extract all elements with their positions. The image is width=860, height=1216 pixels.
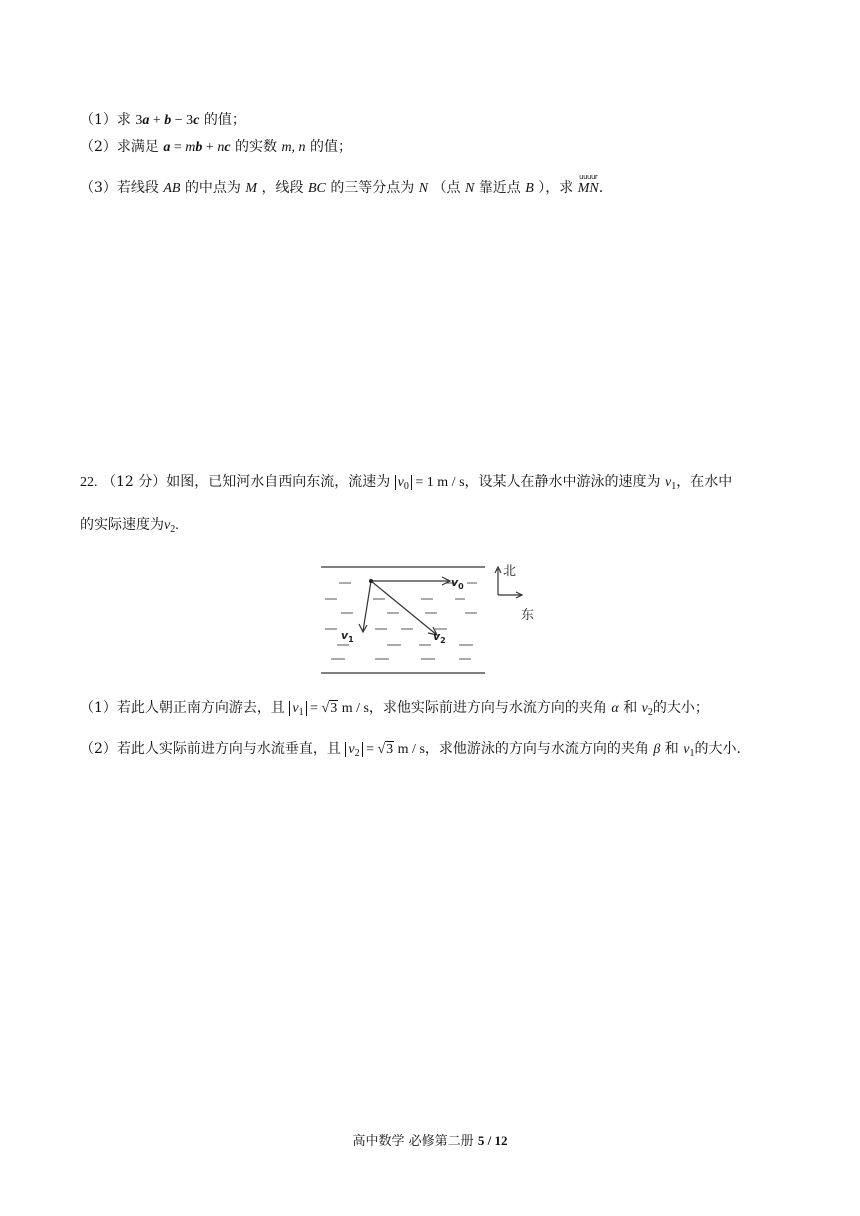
q22-beta: β	[653, 742, 661, 757]
q21-part1-suffix: 的值；	[203, 112, 246, 128]
q21-part1	[80, 110, 246, 131]
q21-part3-b: 的中点为	[184, 180, 241, 196]
q22-part2-cond: $v_2 = √3$ m / s	[345, 741, 425, 757]
q21-part2	[80, 137, 352, 158]
q22-score: （12 分）	[101, 474, 167, 490]
q22-part2-a: （2）若此人实际前进方向与水流垂直，且	[80, 741, 341, 757]
q21-part2-mid: 的实数	[234, 139, 277, 155]
q22-number: 22.	[80, 475, 98, 490]
q21-part3-d: 的三等分点为	[330, 180, 415, 196]
q22-intro-d: 的实际速度为	[80, 517, 164, 533]
q21-vector-mn: uuuur MN	[578, 179, 599, 199]
q21-point-m: M	[245, 181, 258, 196]
footer-page-number: 5 / 12	[477, 1133, 508, 1148]
q22-part1-b: ，求他实际前进方向与水流方向的夹角	[368, 700, 607, 716]
q22-part2-b: ，求他游泳的方向与水流方向的夹角	[424, 741, 649, 757]
q22-part1-c: 和	[623, 700, 638, 716]
label-east: 东	[521, 608, 535, 623]
river-figure	[315, 555, 555, 680]
q22-part1-v2: $v_2$	[641, 701, 653, 718]
q22-intro-c: ，在水中	[676, 474, 733, 490]
q22-part2	[80, 739, 741, 764]
q22-part1	[80, 698, 709, 723]
q21-part2-vars: m, n	[281, 140, 306, 155]
q21-part2-prefix: （2）求满足	[80, 139, 159, 155]
water-dashes	[325, 583, 477, 659]
q21-part3-g: ），求	[538, 180, 574, 196]
q21-part3-f: 靠近点	[478, 180, 521, 196]
footer-text: 高中数学 必修第二册	[352, 1134, 474, 1149]
q21-part3-e: （点	[432, 180, 461, 196]
origin-point	[369, 579, 373, 583]
q22-intro-b: ，设某人在静水中游泳的速度为	[464, 474, 661, 490]
q21-point-n: N	[418, 181, 429, 196]
label-v0: $v_0$	[451, 576, 464, 591]
q21-part3-a: （3）若线段	[80, 180, 159, 196]
q21-point-b: B	[525, 181, 534, 196]
q22-part2-c: 和	[664, 741, 679, 757]
label-v2: $v_2$	[433, 630, 446, 645]
q22-intro-line2	[80, 515, 179, 540]
vector-v2-arrow	[371, 581, 437, 635]
q21-part2-suffix: 的值；	[310, 139, 353, 155]
vector-v1-arrow	[363, 581, 371, 631]
page-footer	[0, 1130, 860, 1149]
vector-arrow-mark: uuuur	[579, 173, 598, 181]
q21-part3: （3）若线段 AB 的中点为 M ，线段 BC 的三等分点为 N （点 N 靠近点 B ），求 uuuur MN.	[80, 178, 603, 199]
q22-v2-sym: $v_2$.	[164, 518, 179, 535]
q22-part2-v1: $v_1$	[683, 742, 695, 759]
q22-intro-line1	[80, 472, 732, 497]
label-v1: $v_1$	[341, 629, 354, 644]
q22-v1-sym: $v_1$	[664, 475, 677, 492]
q22-part1-d: 的大小；	[652, 700, 709, 716]
q21-part1-expr: 3a + b − 3c	[135, 113, 200, 128]
q21-part1-prefix: （1）求	[80, 112, 131, 128]
q22-alpha: α	[611, 701, 619, 716]
q22-v0-speed: $v_0 = 1$ m / s	[395, 475, 465, 490]
q21-seg-bc: BC	[307, 181, 326, 196]
q21-part3-c: ，线段	[261, 180, 304, 196]
q21-point-n2: N	[465, 181, 475, 196]
q22-part1-cond: $v_1 = √3$ m / s	[289, 700, 369, 716]
label-north: 北	[503, 564, 517, 579]
q21-seg-ab: AB	[163, 181, 181, 196]
q22-part2-d: 的大小.	[694, 741, 741, 757]
q22-intro-a: 如图，已知河水自西向东流，流速为	[166, 474, 391, 490]
q22-part1-a: （1）若此人朝正南方向游去，且	[80, 700, 285, 716]
q21-part2-expr: a = mb + nc	[163, 140, 231, 155]
